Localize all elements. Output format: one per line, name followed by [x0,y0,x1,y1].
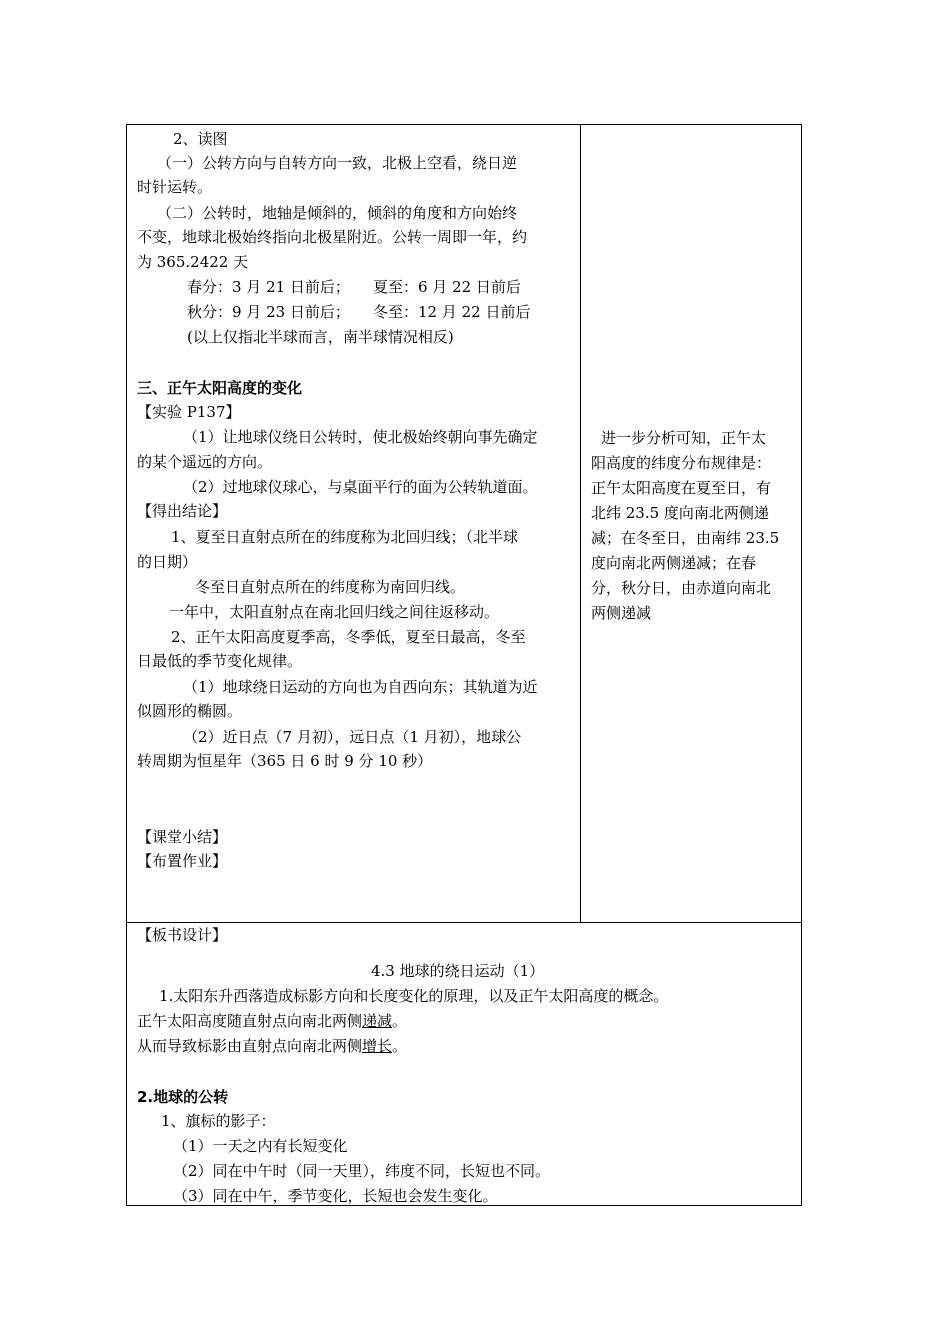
paragraph-line: 2、正午太阳高度夏季高，冬季低，夏至日最高，冬至 [171,628,526,646]
date-autumn: 秋分：9 月 23 日前后； [187,303,350,321]
section-heading: 三、正午太阳高度的变化 [137,379,303,397]
experiment-label: 【实验 P137】 [137,403,241,421]
paragraph-line: （二）公转时，地轴是倾斜的，倾斜的角度和方向始终 [157,204,518,222]
note-line: 减；在冬至日，由南纬 23.5 [591,529,780,547]
summary-label: 【课堂小结】 [137,828,228,846]
note-line: 进一步分析可知，正午太 [601,429,767,447]
note-line: 北纬 23.5 度向南北两侧递 [591,504,769,522]
date-summer: 夏至：6 月 22 日前后 [373,278,521,296]
note-line: 两侧递减 [591,604,652,622]
lesson-row [127,125,801,923]
paragraph-line: （2）近日点（7 月初），远日点（1 月初），地球公 [183,728,522,746]
note-line: (以上仅指北半球而言，南半球情况相反) [187,328,454,346]
paragraph-line: 不变，地球北极始终指向北极星附近。公转一周即一年，约 [137,228,528,246]
board-heading: 2.地球的公转 [137,1088,229,1106]
homework-label: 【布置作业】 [137,852,228,870]
board-title: 4.3 地球的绕日运动（1） [371,962,545,980]
column-divider [580,125,581,922]
lesson-table [126,124,802,1206]
note-line: 阳高度的纬度分布规律是： [591,454,772,472]
conclusion-label: 【得出结论】 [137,502,228,520]
paragraph-line: （1）地球绕日运动的方向也为自西向东；其轨道为近 [183,678,538,696]
board-design-cell [127,923,801,1205]
paragraph-line: 的日期） [137,553,198,571]
paragraph-line: 转周期为恒星年（365 日 6 时 9 分 10 秒） [137,752,433,770]
board-line: （2）同在中午时（同一天里），纬度不同，长短也不同。 [173,1162,551,1180]
paragraph-line: 一年中，太阳直射点在南北回归线之间往返移动。 [169,603,500,621]
paragraph-line: （2）过地球仪球心，与桌面平行的面为公转轨道面。 [183,478,538,496]
paragraph-line: 的某个遥远的方向。 [137,453,273,471]
paragraph-line: 冬至日直射点所在的纬度称为南回归线。 [195,578,466,596]
paragraph-line: 1、夏至日直射点所在的纬度称为北回归线；（北半球 [171,528,519,546]
board-label: 【板书设计】 [137,926,228,944]
paragraph-line: 似圆形的椭圆。 [137,702,243,720]
board-line: 1.太阳东升西落造成标影方向和长度变化的原理，以及正午太阳高度的概念。 [159,987,669,1005]
note-line: 分，秋分日，由赤道向南北 [591,579,772,597]
board-line: （1）一天之内有长短变化 [173,1137,348,1155]
board-line: 从而导致标影由直射点向南北两侧增长。 [137,1037,408,1055]
note-line: 正午太阳高度在夏至日，有 [591,479,772,497]
date-winter: 冬至：12 月 22 日前后 [373,303,531,321]
paragraph-line: 为 365.2422 天 [137,253,249,271]
paragraph-line: 时针运转。 [137,178,213,196]
paragraph-line: （1）让地球仪绕日公转时，使北极始终朝向事先确定 [183,428,538,446]
paragraph-line: 日最低的季节变化规律。 [137,652,303,670]
section-label: 2、读图 [173,130,228,148]
board-line: （3）同在中午，季节变化，长短也会发生变化。 [173,1187,498,1205]
date-spring: 春分：3 月 21 日前后； [187,278,350,296]
board-line: 1、旗标的影子： [161,1112,276,1130]
board-line: 正午太阳高度随直射点向南北两侧递减。 [137,1012,408,1030]
note-line: 度向南北两侧递减；在春 [591,554,757,572]
paragraph-line: （一）公转方向与自转方向一致，北极上空看，绕日逆 [157,154,518,172]
